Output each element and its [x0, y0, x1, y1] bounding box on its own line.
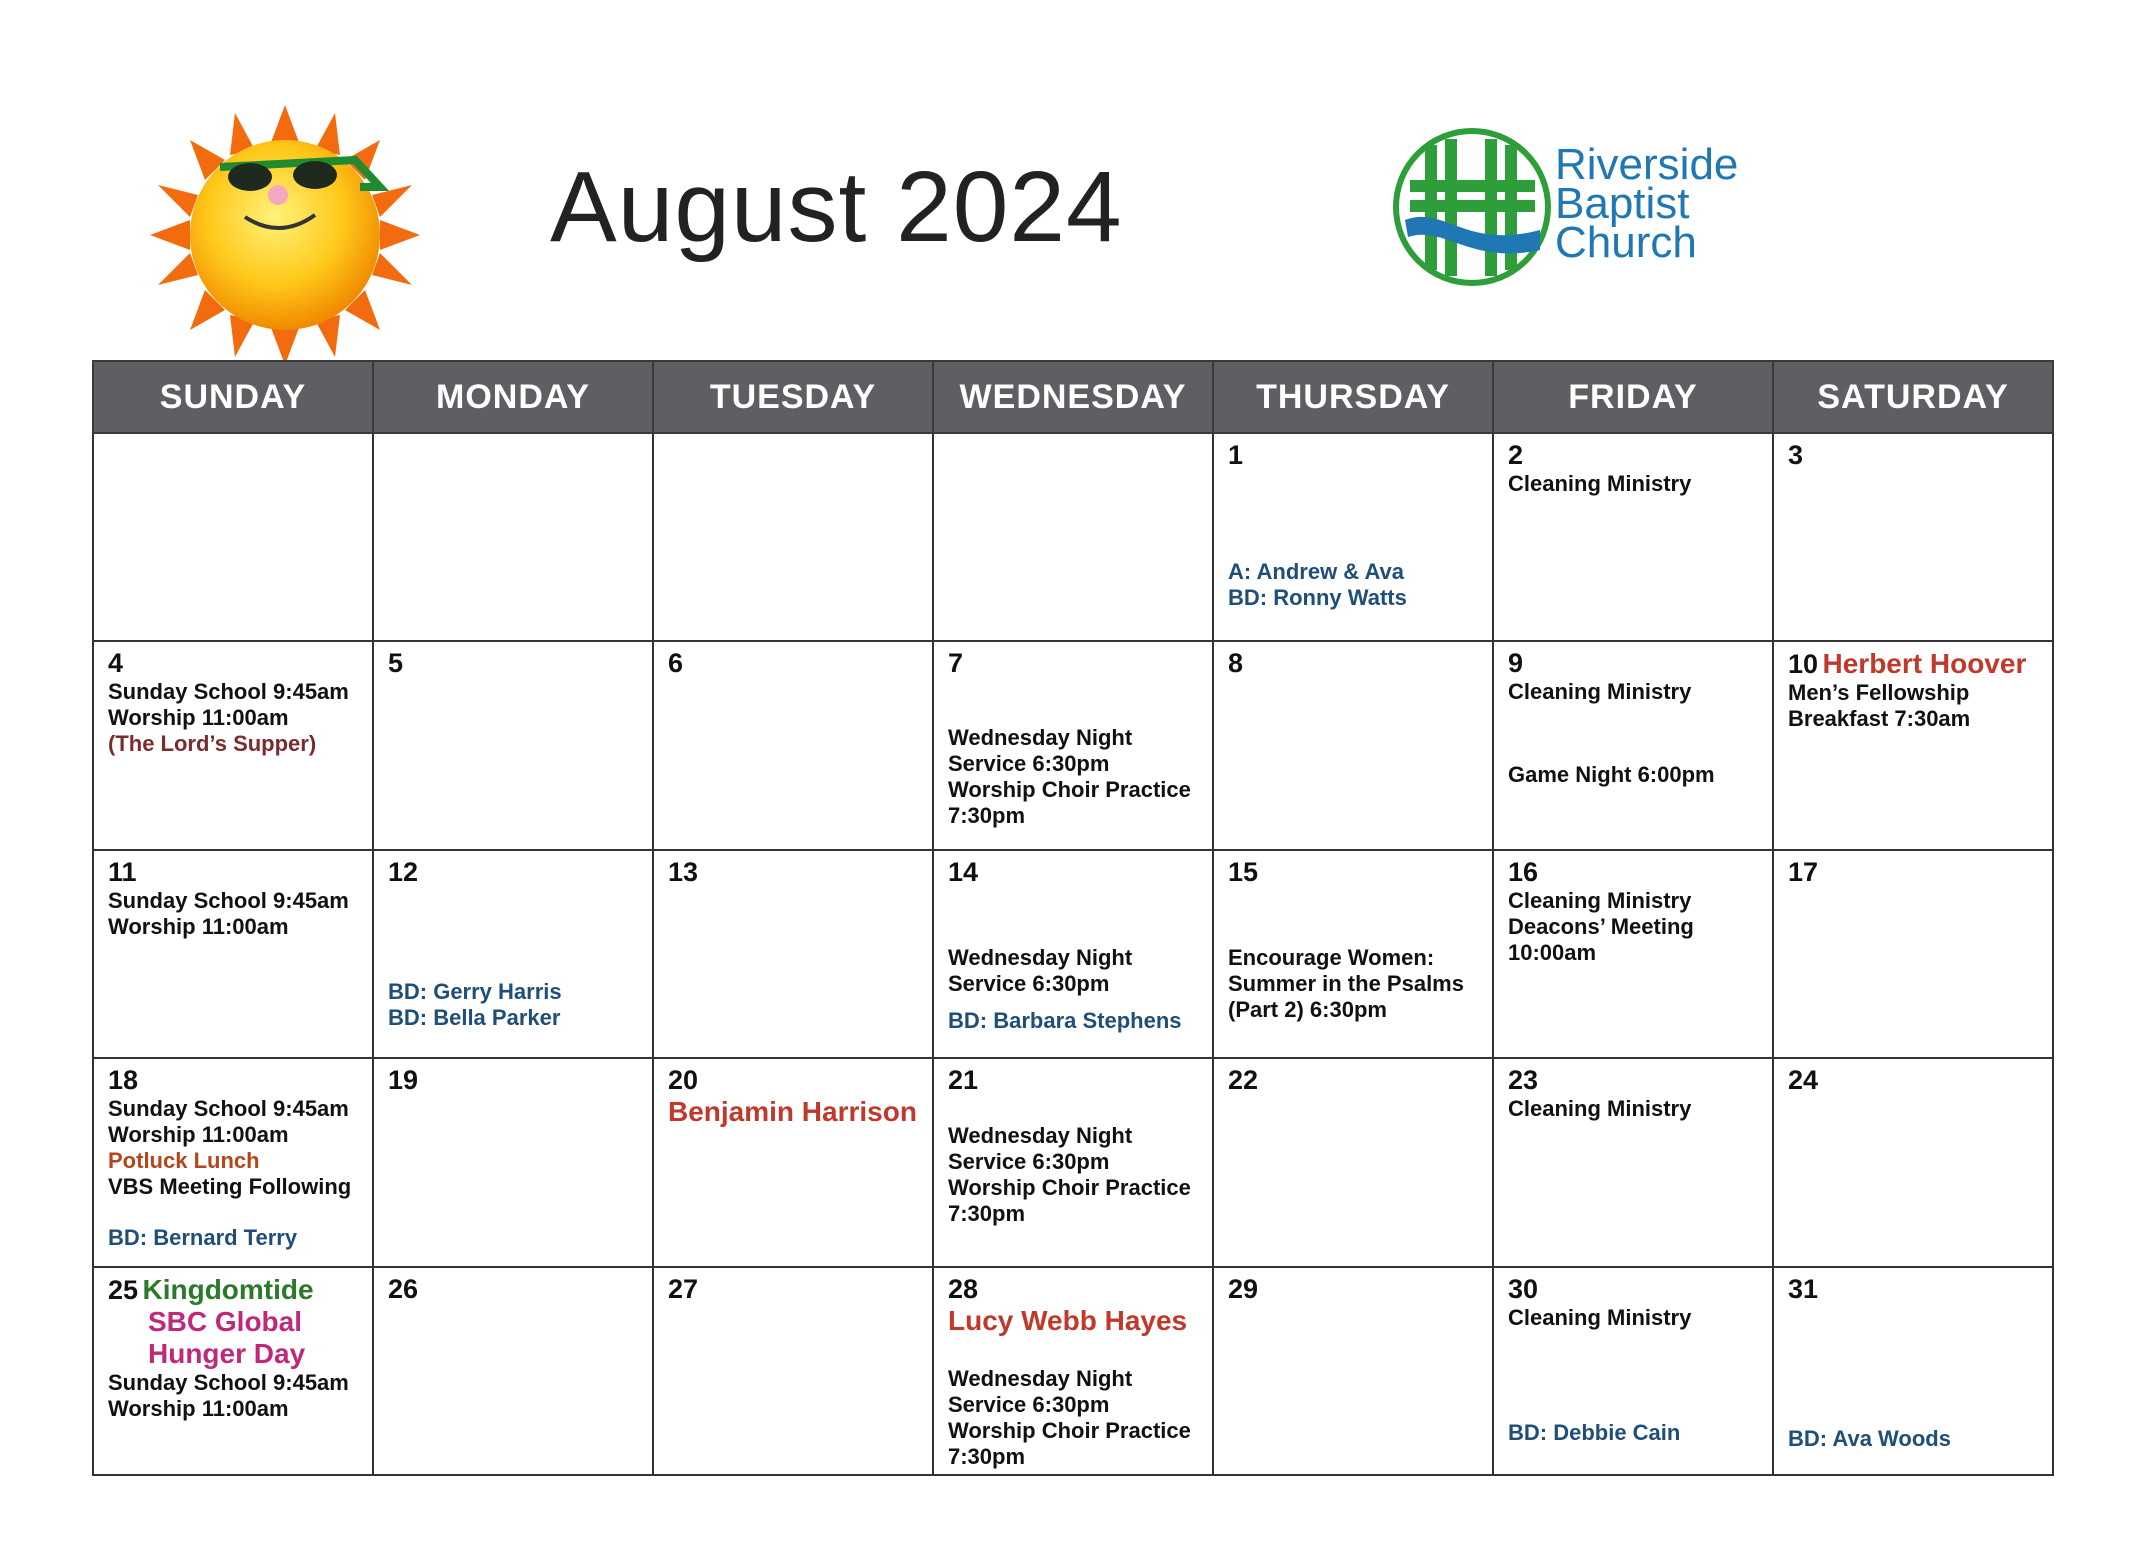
empty-day-cell [373, 433, 653, 641]
day-cell [1213, 433, 1493, 641]
day-cell [1773, 433, 2053, 641]
birthday-entry: BD: Debbie Cain [1508, 1419, 1681, 1445]
day-number: 10 [1788, 649, 1819, 680]
day-cell [1493, 433, 1773, 641]
event-entry: Cleaning Ministry [1508, 471, 1692, 496]
event-entry: Worship 11:00am [108, 705, 289, 731]
event-entry: Service 6:30pm [948, 1149, 1110, 1175]
church-logo-text [1555, 140, 1739, 267]
event-entry: Worship 11:00am [108, 1395, 289, 1421]
event-entry: Wednesday Night [948, 944, 1133, 970]
weekday-sunday: SUNDAY [93, 361, 373, 433]
day-number: 9 [1508, 648, 1524, 679]
observance-label: Benjamin Harrison [668, 1096, 917, 1128]
day-number: 2 [1508, 440, 1524, 470]
day-number: 21 [948, 1065, 979, 1096]
observance-label: Kingdomtide [142, 1273, 314, 1305]
event-entry: Cleaning Ministry [1508, 887, 1692, 913]
weekday-friday: FRIDAY [1493, 361, 1773, 433]
event-entry: Men’s Fellowship [1788, 680, 1970, 706]
day-cell [933, 1058, 1213, 1266]
event-entry: Breakfast 7:30am [1788, 706, 1971, 732]
day-number: 24 [1788, 1065, 1819, 1096]
day-number: 19 [388, 1065, 419, 1096]
event-entry: Potluck Lunch [108, 1148, 260, 1174]
week-row [93, 1267, 2053, 1475]
empty-day-cell [933, 433, 1213, 641]
birthday-entry: BD: Bernard Terry [108, 1225, 298, 1251]
event-entry: 7:30pm [948, 803, 1026, 829]
day-number: 30 [1508, 1273, 1539, 1304]
day-cell [1493, 850, 1773, 1058]
day-number: 31 [1788, 1273, 1819, 1304]
day-number: 15 [1228, 856, 1259, 887]
event-entry: Summer in the Psalms [1228, 970, 1464, 996]
event-entry: Wednesday Night [948, 1365, 1133, 1391]
event-entry: Service 6:30pm [948, 751, 1110, 777]
event-entry: 7:30pm [948, 1443, 1026, 1469]
day-cell [653, 641, 933, 849]
day-cell [1493, 1058, 1773, 1266]
day-number: 8 [1228, 648, 1244, 679]
day-number: 29 [1228, 1273, 1259, 1304]
event-entry: Worship Choir Practice [948, 1175, 1191, 1201]
day-cell [93, 1267, 373, 1475]
observance-label: Lucy Webb Hayes [948, 1304, 1188, 1336]
day-number: 6 [668, 648, 684, 679]
day-cell [1773, 1058, 2053, 1266]
day-cell [1493, 1267, 1773, 1475]
day-cell [1493, 641, 1773, 849]
weekday-monday: MONDAY [373, 361, 653, 433]
weekday-header-row [93, 361, 2053, 433]
day-number: 20 [668, 1065, 699, 1096]
event-entry: Cleaning Ministry [1508, 1304, 1692, 1330]
calendar-title: August 2024 [550, 151, 1123, 263]
event-entry: Sunday School 9:45am [108, 887, 349, 913]
church-logo [1390, 125, 1770, 300]
day-number: 17 [1788, 856, 1819, 887]
event-entry: Worship 11:00am [108, 1122, 289, 1148]
event-entry: 10:00am [1508, 939, 1597, 965]
day-cell [1213, 1058, 1493, 1266]
event-entry: Sunday School 9:45am [108, 1096, 349, 1122]
event-entry: (The Lord’s Supper) [108, 731, 317, 757]
event-entry: 7:30pm [948, 1201, 1026, 1227]
day-number: 27 [668, 1273, 699, 1304]
observance-label: Hunger Day [148, 1337, 306, 1369]
event-entry: Cleaning Ministry [1508, 1096, 1692, 1122]
weekday-saturday: SATURDAY [1773, 361, 2053, 433]
weekday-wednesday: WEDNESDAY [933, 361, 1213, 433]
day-cell [1213, 1267, 1493, 1475]
day-cell [933, 1267, 1213, 1475]
day-number: 26 [388, 1273, 419, 1304]
day-number: 5 [388, 648, 404, 679]
day-cell [1773, 850, 2053, 1058]
week-row [93, 641, 2053, 849]
day-number: 7 [948, 648, 964, 679]
event-entry: Service 6:30pm [948, 970, 1110, 996]
day-cell [373, 850, 653, 1058]
event-entry: Sunday School 9:45am [108, 1369, 349, 1395]
day-number: 11 [108, 856, 137, 887]
event-entry: Worship 11:00am [108, 913, 289, 939]
day-number: 13 [668, 856, 699, 887]
weekday-thursday: THURSDAY [1213, 361, 1493, 433]
birthday-entry: BD: Bella Parker [388, 1004, 561, 1030]
empty-day-cell [653, 433, 933, 641]
birthday-entry: BD: Ronny Watts [1228, 585, 1407, 610]
day-number: 22 [1228, 1065, 1259, 1096]
day-cell [653, 850, 933, 1058]
event-entry: Wednesday Night [948, 1123, 1133, 1149]
event-entry: Worship Choir Practice [948, 1417, 1191, 1443]
logo-line-3: Church [1555, 218, 1697, 267]
event-entry: Deacons’ Meeting [1508, 913, 1694, 939]
day-cell [1773, 1267, 2053, 1475]
week-row [93, 433, 2053, 641]
event-entry: Game Night 6:00pm [1508, 762, 1715, 788]
day-number: 23 [1508, 1065, 1539, 1096]
day-number: 4 [108, 648, 124, 679]
day-number: 25 [108, 1274, 139, 1305]
weekday-tuesday: TUESDAY [653, 361, 933, 433]
birthday-entry: BD: Ava Woods [1788, 1425, 1951, 1451]
day-cell [93, 1058, 373, 1266]
logo-line-2: Baptist [1555, 179, 1690, 228]
day-cell [653, 1267, 933, 1475]
event-entry: Cleaning Ministry [1508, 679, 1692, 705]
calendar-grid [92, 360, 2054, 1476]
day-cell [373, 1058, 653, 1266]
day-number: 18 [108, 1065, 139, 1096]
birthday-entry: BD: Barbara Stephens [948, 1007, 1182, 1033]
day-cell [933, 850, 1213, 1058]
birthday-entry: BD: Gerry Harris [388, 978, 562, 1004]
anniversary-entry: A: Andrew & Ava [1228, 559, 1405, 584]
sun-illustration [150, 105, 420, 365]
event-entry: (Part 2) 6:30pm [1228, 996, 1387, 1022]
day-cell [93, 850, 373, 1058]
observance-label: SBC Global [148, 1305, 303, 1337]
event-entry: VBS Meeting Following [108, 1174, 352, 1200]
day-cell [373, 1267, 653, 1475]
day-cell [1213, 641, 1493, 849]
day-cell [93, 641, 373, 849]
day-cell [1773, 641, 2053, 849]
empty-day-cell [93, 433, 373, 641]
day-number: 14 [948, 856, 979, 887]
day-number: 28 [948, 1273, 979, 1304]
event-entry: Encourage Women: [1228, 944, 1435, 970]
day-number: 12 [388, 856, 419, 887]
event-entry: Sunday School 9:45am [108, 679, 349, 705]
event-entry: Worship Choir Practice [948, 777, 1191, 803]
day-number: 16 [1508, 856, 1539, 887]
week-row [93, 1058, 2053, 1266]
day-cell [1213, 850, 1493, 1058]
logo-line-1: Riverside [1555, 140, 1739, 189]
event-entry: Service 6:30pm [948, 1391, 1110, 1417]
day-number: 1 [1228, 440, 1244, 470]
church-logo-emblem [1390, 125, 1555, 290]
day-cell [373, 641, 653, 849]
day-number: 3 [1788, 440, 1804, 470]
day-cell [933, 641, 1213, 849]
day-cell [653, 1058, 933, 1266]
observance-label: Herbert Hoover [1822, 648, 2027, 680]
event-entry: Wednesday Night [948, 725, 1133, 751]
week-row [93, 850, 2053, 1058]
